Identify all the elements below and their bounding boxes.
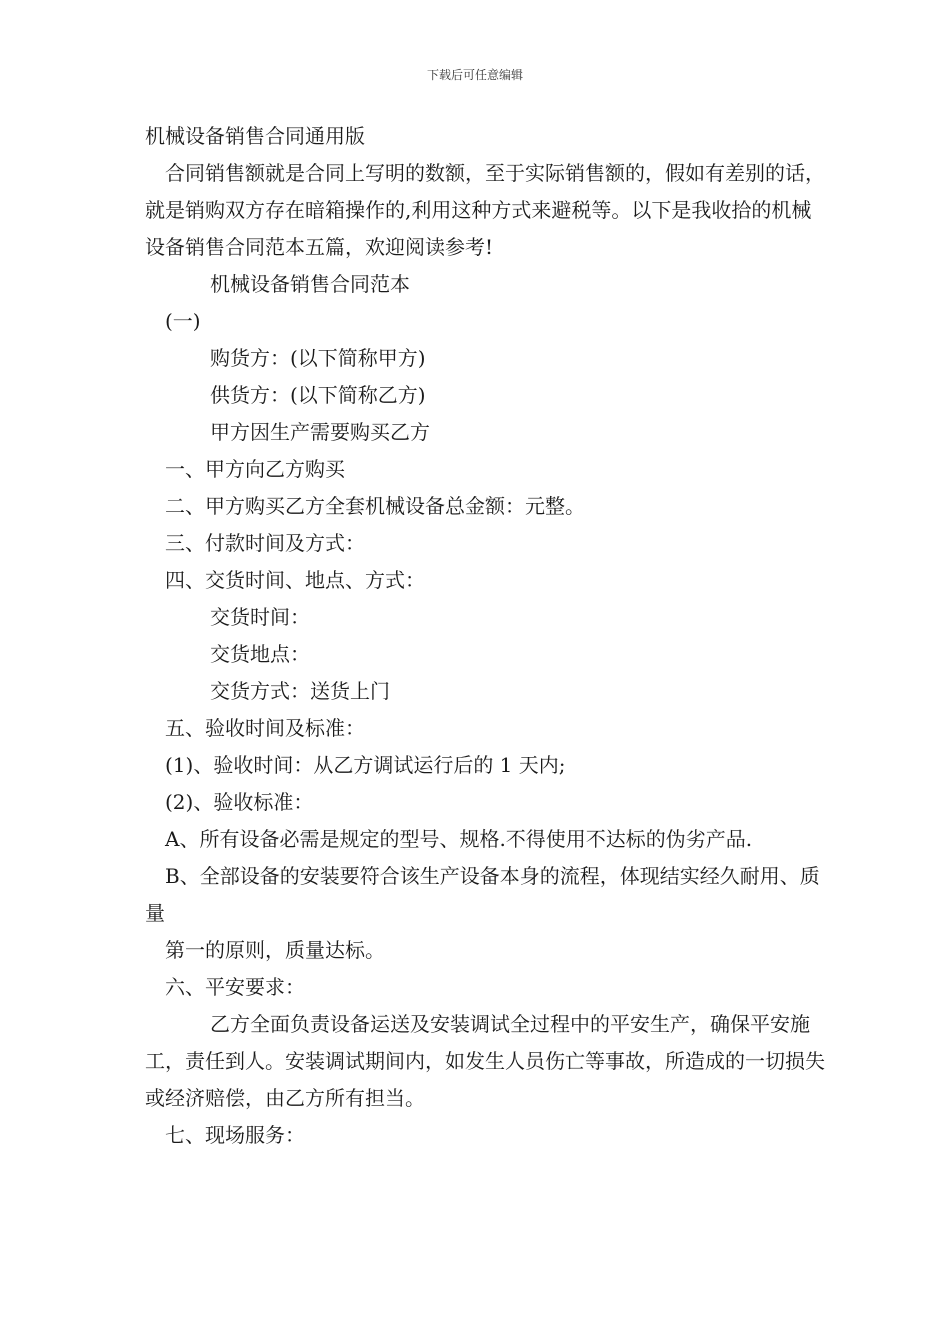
supplier-line: 供货方：(以下简称乙方): [210, 383, 426, 407]
document-body: [145, 118, 825, 1154]
document-title: 机械设备销售合同通用版: [145, 124, 365, 148]
section-number: (一): [165, 309, 201, 333]
clause-7: 七、现场服务：: [165, 1123, 305, 1147]
clause-6: 六、平安要求：: [165, 975, 305, 999]
delivery-method: 交货方式：送货上门: [210, 679, 390, 703]
clause-1: 一、甲方向乙方购买: [165, 457, 345, 481]
standard-a: A、所有设备必需是规定的型号、规格.不得使用不达标的伪劣产品.: [165, 827, 753, 851]
clause-5: 五、验收时间及标准：: [165, 716, 365, 740]
safety-paragraph: 乙方全面负责设备运送及安装调试全过程中的平安生产，确保平安施工，责任到人。安装调试期间内，如发生人员伤亡等事故，所造成的一切损失或经济赔偿，由乙方所有担当。: [145, 1012, 825, 1110]
page-header: 下载后可任意编辑: [426, 68, 523, 82]
section-title: 机械设备销售合同范本: [210, 272, 410, 296]
buyer-line: 购货方：(以下简称甲方): [210, 346, 426, 370]
clause-2: 二、甲方购买乙方全套机械设备总金额：元整。: [165, 494, 585, 518]
clause-3: 三、付款时间及方式：: [165, 531, 365, 555]
clause-4: 四、交货时间、地点、方式：: [165, 568, 425, 592]
delivery-time: 交货时间：: [210, 605, 310, 629]
delivery-place: 交货地点：: [210, 642, 310, 666]
purpose-line: 甲方因生产需要购买乙方: [210, 420, 430, 444]
intro-paragraph: 合同销售额就是合同上写明的数额，至于实际销售额的，假如有差别的话，就是销购双方存在暗箱操作的,利用这种方式来避税等。以下是我收拾的机械设备销售合同范本五篇，欢迎阅读参考!: [145, 161, 825, 259]
standard-b: B、全部设备的安装要符合该生产设备本身的流程，体现结实经久耐用、质量: [145, 864, 820, 925]
acceptance-time: (1)、验收时间：从乙方调试运行后的 1 天内;: [165, 753, 566, 777]
standard-b-continued: 第一的原则，质量达标。: [165, 938, 385, 962]
acceptance-standard: (2)、验收标准：: [165, 790, 314, 814]
